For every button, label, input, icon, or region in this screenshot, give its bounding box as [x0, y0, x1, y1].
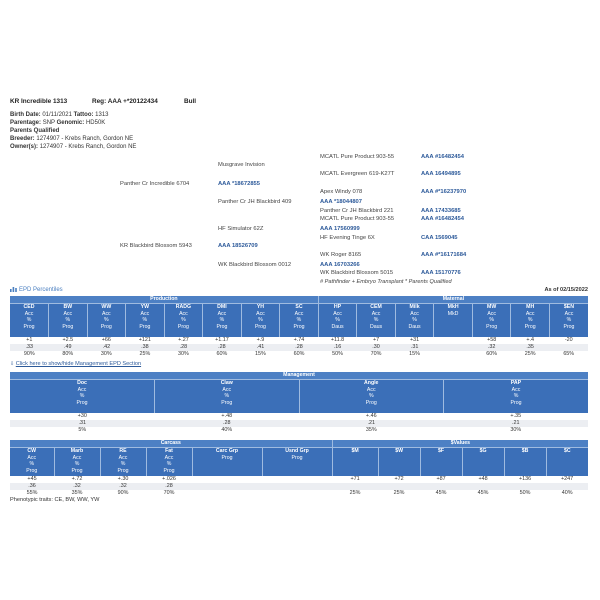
- epd-cell: .38: [126, 344, 165, 351]
- carc-col-header[interactable]: Carc Grp Prog: [192, 448, 262, 476]
- pedigree-dd-reg[interactable]: AAA 16703266: [320, 262, 360, 268]
- mgmt-cell: 30%: [510, 426, 522, 433]
- epd-cell: [434, 337, 473, 344]
- birth-date-row: Birth Date: 01/11/2021 Tattoo: 1313: [10, 112, 109, 118]
- carc-col-header[interactable]: CW Acc % Prog: [10, 448, 54, 476]
- carc-cell: +48: [478, 475, 488, 482]
- carc-cell: [192, 476, 262, 483]
- pedigree-ss-name[interactable]: Musgrave Invision: [218, 162, 265, 168]
- pedigree-sire-reg[interactable]: AAA *18672855: [218, 181, 261, 187]
- epd-cell: +31: [410, 336, 420, 343]
- carc-cell: [462, 483, 504, 490]
- mgmt-cell: 40%: [221, 426, 233, 433]
- pedigree-sds-reg[interactable]: AAA #*16237970: [421, 189, 467, 195]
- epd-cell: +58: [487, 336, 497, 343]
- parentage-row: Parentage: SNP Genomic: HD50K: [10, 120, 106, 126]
- pedigree-dsd-name[interactable]: HF Evening Tinge 6X: [320, 235, 375, 241]
- carc-cell: .32: [100, 483, 146, 490]
- pedigree-dsd-reg[interactable]: CAA 1569045: [421, 235, 458, 241]
- epd-cell: 80%: [62, 350, 74, 357]
- mgmt-cell: .31: [10, 420, 155, 427]
- management-toggle-link[interactable]: ⇩ Click here to show/hide Management EPD Section: [10, 361, 142, 367]
- carcass-table: [10, 440, 588, 497]
- epd-cell: .35: [511, 344, 550, 351]
- carcass-column-headers: [10, 448, 588, 476]
- mgmt-col-header[interactable]: Doc Acc % Prog: [10, 380, 155, 413]
- carc-cell: +.30: [117, 475, 129, 482]
- epd-cell: .28: [203, 344, 242, 351]
- carc-col-header[interactable]: $C: [546, 448, 588, 476]
- epd-col-header[interactable]: MkH MkD: [434, 304, 473, 337]
- epd-cell: +7: [372, 336, 380, 343]
- epd-col-header[interactable]: YH Acc % Prog: [241, 304, 280, 337]
- carc-col-header[interactable]: $W: [378, 448, 420, 476]
- epd-col-header[interactable]: HP Acc % Daus: [318, 304, 357, 337]
- carc-cell: 25%: [349, 489, 361, 496]
- pedigree-dam-reg[interactable]: AAA 18526709: [218, 243, 258, 249]
- epd-cell: .41: [241, 344, 280, 351]
- carc-col-header[interactable]: Fat Acc % Prog: [146, 448, 192, 476]
- epd-cell: .16: [318, 344, 357, 351]
- epd-cell: .30: [357, 344, 396, 351]
- carc-col-header[interactable]: Usnd Grp Prog: [262, 448, 332, 476]
- breeder-row: Breeder: 1274907 - Krebs Ranch, Gordon NE: [10, 136, 134, 142]
- epd-cell: 60%: [293, 350, 305, 357]
- epd-cell: .31: [395, 344, 434, 351]
- mgmt-cell: 5%: [78, 426, 87, 433]
- epd-cell: +1: [26, 336, 33, 343]
- management-values-row: [10, 413, 588, 420]
- pedigree-ssd-reg[interactable]: AAA 16494895: [421, 171, 461, 177]
- caret-down-icon: ⇩: [10, 361, 15, 367]
- epd-cell: 25%: [139, 350, 151, 357]
- parentage: SNP: [42, 120, 55, 126]
- carc-cell: [546, 483, 588, 490]
- carc-cell: +45: [27, 475, 37, 482]
- pedigree-dss-name[interactable]: MCATL Pure Product 903-55: [320, 216, 395, 222]
- carcass-group-header: Carcass: [10, 440, 332, 448]
- animal-name: KR Incredible 1313: [10, 98, 68, 105]
- epd-cell: .32: [472, 344, 511, 351]
- epd-cell: 15%: [255, 350, 266, 357]
- pedigree-dd-name[interactable]: WK Blackbird Blossom 0012: [218, 262, 292, 268]
- epd-cell: +66: [101, 336, 111, 343]
- carc-cell: +72: [394, 475, 404, 482]
- pedigree-sdd-name[interactable]: Panther Cr JH Blackbird 221: [320, 208, 394, 214]
- mgmt-cell: .21: [444, 420, 589, 427]
- carc-cell: +.026: [162, 475, 176, 482]
- bar-chart-icon: [10, 287, 17, 292]
- pedigree-sss-reg[interactable]: AAA #16482454: [421, 154, 464, 160]
- carc-cell: .32: [54, 483, 100, 490]
- epd-column-headers: [10, 304, 588, 337]
- epd-cell: 50%: [332, 350, 343, 357]
- birth-date: 01/11/2021: [42, 112, 72, 118]
- carc-cell: .28: [146, 483, 192, 490]
- epd-values-row: [10, 337, 588, 344]
- epd-cell: [549, 344, 588, 351]
- breeder: 1274907 - Krebs Ranch, Gordon NE: [36, 136, 134, 142]
- carc-cell: 70%: [163, 489, 175, 496]
- carc-col-header[interactable]: $F: [420, 448, 462, 476]
- carc-cell: [378, 483, 420, 490]
- pedigree-dds-reg[interactable]: AAA #*16171684: [421, 252, 467, 258]
- carc-cell: [262, 490, 332, 497]
- carc-cell: [420, 483, 462, 490]
- animal-sex: Bull: [184, 98, 197, 105]
- epd-col-header[interactable]: MH Acc % Prog: [511, 304, 550, 337]
- epd-cell: +121: [138, 336, 151, 343]
- epd-cell: 60%: [216, 350, 228, 357]
- epd-cell: .28: [280, 344, 319, 351]
- maternal-group-header: Maternal: [318, 296, 588, 304]
- carc-col-header[interactable]: Marb Acc % Prog: [54, 448, 100, 476]
- phenotypic-traits: Phenotypic traits: CE, BW, WW, YW: [10, 497, 100, 503]
- pedigree-sd-reg[interactable]: AAA *18044807: [320, 199, 363, 205]
- carc-col-header[interactable]: $M: [332, 448, 378, 476]
- tattoo: 1313: [95, 112, 109, 118]
- mgmt-cell: +.46: [365, 412, 377, 419]
- carc-cell: +87: [436, 475, 446, 482]
- carc-cell: 40%: [561, 489, 573, 496]
- pedigree-dss-reg[interactable]: AAA #16482454: [421, 216, 464, 222]
- mgmt-cell: 35%: [365, 426, 377, 433]
- mgmt-col-header[interactable]: PAP Acc % Prog: [444, 380, 589, 413]
- management-accuracy-row: [10, 420, 588, 427]
- carc-col-header[interactable]: RE Acc % Prog: [100, 448, 146, 476]
- epd-section-title: EPD Percentiles: [10, 287, 63, 293]
- pedigree-sdd-reg[interactable]: AAA 17433685: [421, 208, 461, 214]
- pedigree-sire-name[interactable]: Panther Cr Incredible 6704: [120, 181, 190, 187]
- carc-cell: [192, 483, 262, 490]
- mgmt-cell: .21: [299, 420, 444, 427]
- carc-cell: 50%: [519, 489, 531, 496]
- epd-col-header[interactable]: YW Acc % Prog: [126, 304, 165, 337]
- carc-cell: +.72: [71, 475, 83, 482]
- epd-col-header[interactable]: DMI Acc % Prog: [203, 304, 242, 337]
- carc-cell: 35%: [71, 489, 83, 496]
- carc-cell: +71: [350, 475, 360, 482]
- epd-cell: +.9: [256, 336, 265, 343]
- epd-col-header[interactable]: SC Acc % Prog: [280, 304, 319, 337]
- epd-cell: [434, 344, 473, 351]
- mgmt-col-header[interactable]: Angle Acc % Prog: [299, 380, 444, 413]
- epd-cell: 15%: [409, 350, 420, 357]
- epd-col-header[interactable]: $EN Acc % Prog: [549, 304, 588, 337]
- parents-qualified: Parents Qualified: [10, 128, 60, 134]
- epd-cell: +.4: [526, 336, 534, 343]
- epd-cell: 65%: [563, 350, 575, 357]
- mgmt-cell: .28: [155, 420, 300, 427]
- carc-col-header[interactable]: $G: [462, 448, 504, 476]
- epd-col-header[interactable]: CED Acc % Prog: [10, 304, 49, 337]
- epd-col-header[interactable]: RADG Acc % Prog: [164, 304, 203, 337]
- epd-cell: 70%: [370, 350, 382, 357]
- epd-cell: 60%: [486, 350, 498, 357]
- epd-cell: .28: [164, 344, 203, 351]
- epd-col-header[interactable]: MW Acc % Prog: [472, 304, 511, 337]
- carc-cell: [262, 476, 332, 483]
- epd-cell: +1.17: [215, 336, 229, 343]
- pedigree-ddd-name[interactable]: WK Blackbird Blossom 5015: [320, 270, 394, 276]
- epd-cell: -20: [564, 336, 573, 343]
- registration-number: Reg: AAA +*20122434: [92, 98, 158, 105]
- values-group-header: $Values: [332, 440, 588, 448]
- owner: 1274907 - Krebs Ranch, Gordon NE: [39, 144, 137, 150]
- pedigree-ds-name[interactable]: HF Simulator 62Z: [218, 226, 264, 232]
- epd-cell: .49: [49, 344, 88, 351]
- carc-cell: +136: [519, 475, 532, 482]
- carc-cell: 25%: [393, 489, 405, 496]
- epd-cell: +.74: [293, 336, 305, 343]
- carcass-accuracy-row: [10, 483, 588, 490]
- pedigree-ds-reg[interactable]: AAA 17560999: [320, 226, 360, 232]
- pedigree-ddd-reg[interactable]: AAA 15170776: [421, 270, 461, 276]
- carc-cell: [262, 483, 332, 490]
- epd-as-of: As of 02/15/2022: [544, 287, 588, 293]
- mgmt-col-header[interactable]: Claw Acc % Prog: [155, 380, 300, 413]
- mgmt-cell: +.48: [221, 412, 233, 419]
- epd-col-header[interactable]: Milk Acc % Daus: [395, 304, 434, 337]
- carc-cell: .36: [10, 483, 54, 490]
- epd-cell: 90%: [23, 350, 35, 357]
- epd-cell: 30%: [177, 350, 189, 357]
- management-column-headers: [10, 380, 588, 413]
- carcass-values-row: [10, 476, 588, 483]
- pedigree-footnote: # Pathfinder + Embryo Transplant * Parents Qualified: [320, 279, 452, 285]
- epd-cell: 30%: [100, 350, 112, 357]
- carc-cell: 45%: [477, 489, 489, 496]
- management-percentile-row: [10, 427, 588, 434]
- carc-cell: 55%: [26, 489, 38, 496]
- epd-col-header[interactable]: CEM Acc % Daus: [357, 304, 396, 337]
- epd-cell: [434, 351, 473, 358]
- pedigree-dam-name[interactable]: KR Blackbird Blossom 5943: [120, 243, 192, 249]
- carc-cell: [332, 483, 378, 490]
- carc-cell: 45%: [435, 489, 447, 496]
- production-group-header: Production: [10, 296, 318, 304]
- epd-cell: +11.8: [330, 336, 345, 343]
- epd-col-header[interactable]: BW Acc % Prog: [49, 304, 88, 337]
- carc-cell: 90%: [117, 489, 129, 496]
- management-group-header: Management: [10, 372, 588, 380]
- epd-cell: .33: [10, 344, 49, 351]
- owner-row: Owner(s): 1274907 - Krebs Ranch, Gordon NE: [10, 144, 137, 150]
- mgmt-cell: +.35: [510, 412, 522, 419]
- epd-cell: .42: [87, 344, 126, 351]
- management-table: [10, 372, 588, 434]
- pedigree-sd-name[interactable]: Panther Cr JH Blackbird 409: [218, 199, 292, 205]
- epd-cell: +.27: [178, 336, 189, 343]
- pedigree-dds-name[interactable]: WK Roger 8165: [320, 252, 362, 258]
- epd-table: [10, 296, 588, 358]
- pedigree-sds-name[interactable]: Apex Windy 078: [320, 189, 363, 195]
- epd-accuracy-row: [10, 344, 588, 351]
- mgmt-cell: +30: [77, 412, 87, 419]
- carc-cell: [504, 483, 546, 490]
- carc-col-header[interactable]: $B: [504, 448, 546, 476]
- carc-cell: +247: [561, 475, 574, 482]
- pedigree-sss-name[interactable]: MCATL Pure Product 903-55: [320, 154, 395, 160]
- carcass-percentile-row: [10, 490, 588, 497]
- pedigree-ssd-name[interactable]: MCATL Evergreen 619-K27T: [320, 171, 395, 177]
- epd-cell: +2.5: [62, 336, 74, 343]
- epd-percentile-row: [10, 351, 588, 358]
- genomic: HD50K: [85, 120, 106, 126]
- epd-cell: 25%: [524, 350, 536, 357]
- epd-col-header[interactable]: WW Acc % Prog: [87, 304, 126, 337]
- carc-cell: [192, 490, 262, 497]
